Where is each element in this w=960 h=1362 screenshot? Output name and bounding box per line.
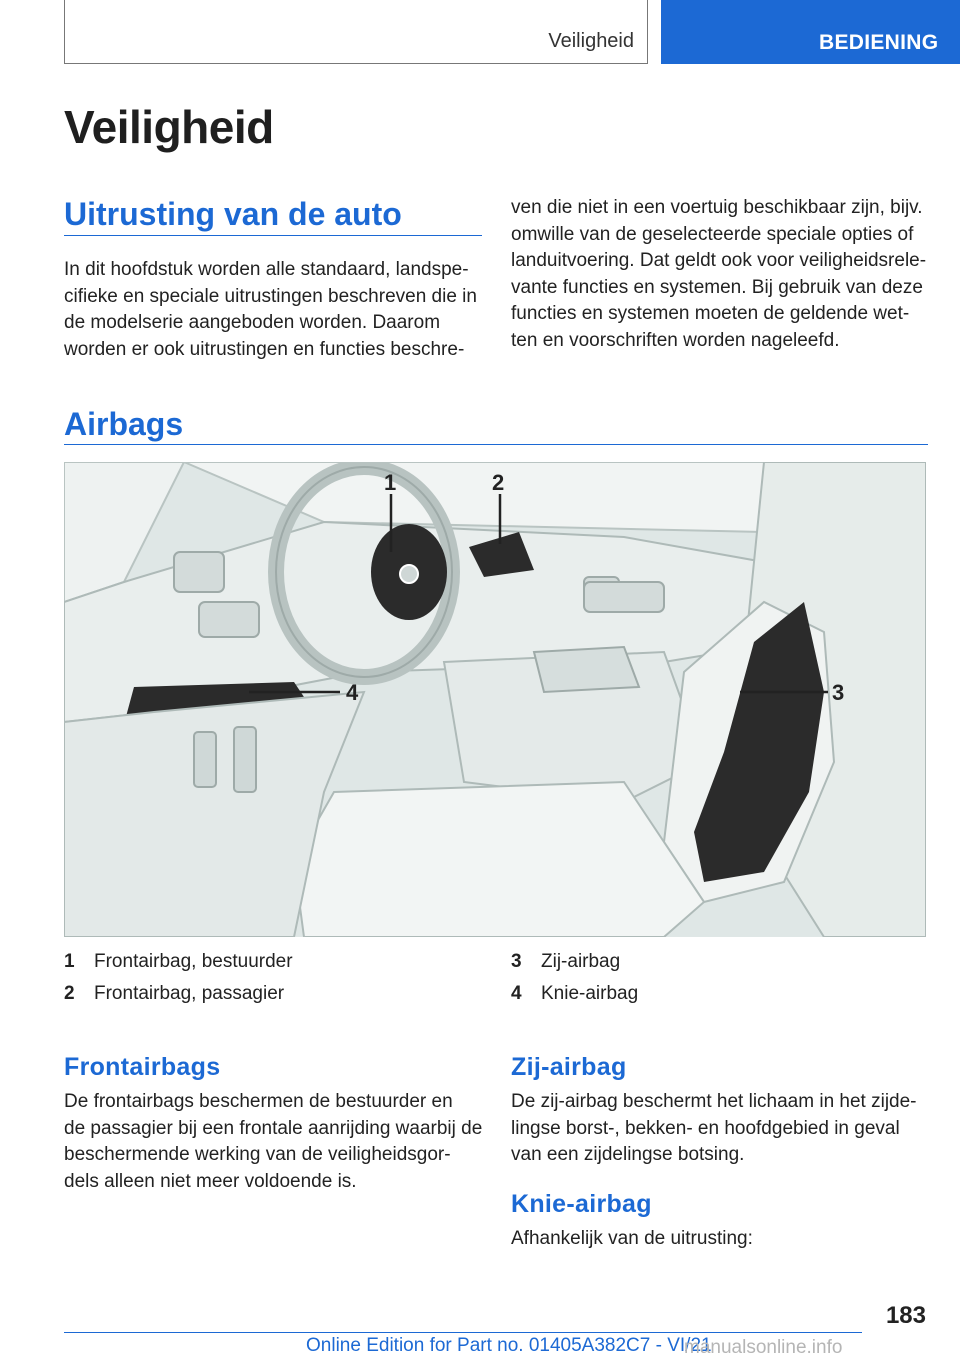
car-interior-drawing [64,462,926,937]
page-number: 183 [885,1302,926,1329]
pedal-right [234,727,256,792]
watermark: manualsonline.info [684,1337,843,1358]
pedal-left [194,732,216,787]
header-chapter-label: BEDIENING [819,31,939,54]
door-handle-area [584,582,664,612]
steering-wheel-logo-icon [400,565,418,583]
center-air-vent [199,602,259,637]
callout-number-1: 1 [384,470,397,495]
header-section-title: Veiligheid [548,30,634,52]
page-title: Veiligheid [64,101,274,153]
equipment-heading-rule [64,235,482,236]
equipment-text-col1: In dit hoofdstuk worden alle standaard, landspe- cifieke en speciale uitrustingen beschreven die in de modelserie aangeboden worden. Daarom worden er ook uitrustingen en functies beschre- [64,259,477,360]
zij-airbag-text: De zij-airbag beschermt het lichaam in het zijde- lingse borst-, bekken- en hoofdgebied in geval van een zijdelingse botsing. [511,1091,917,1165]
gear-selector-area [534,647,639,692]
legend-item: 2 Frontairbag, passagier [64,983,285,1004]
callout-number-3: 3 [832,680,845,705]
knie-airbag-heading: Knie-airbag [511,1190,652,1218]
callout-number-4: 4 [346,680,359,705]
airbags-heading: Airbags [64,406,184,442]
footer-rule [64,1332,862,1333]
equipment-heading: Uitrusting van de auto [64,196,402,232]
knie-airbag-text: Afhankelijk van de uitrusting: [511,1228,753,1249]
legend-item: 4 Knie-airbag [511,983,639,1004]
legend-left [64,946,293,1010]
airbag-locations-illustration [64,462,926,937]
airbags-heading-rule [64,444,928,445]
footer-edition: Online Edition for Part no. 01405A382C7 - VI/21 [306,1335,712,1356]
callout-number-2: 2 [492,470,505,495]
header-chapter-tab [661,0,960,64]
equipment-text-col2: ven die niet in een voertuig beschikbaar zijn, bijv. omwille van de geselecteerde speciale opties of landuitvoering. Dat geldt ook voor veiligheidsrele- vante functies en systemen. Bij gebruik van deze functies en systemen moeten de geldende wet- ten en voorschriften worden nageleefd. [511,197,927,351]
legend-item: 3 Zij-airbag [511,951,621,972]
legend-right [511,946,638,1010]
frontairbags-text: De frontairbags beschermen de bestuurder en de passagier bij een frontale aanrijding waarbij de beschermende werking van de veiligheidsgor- dels alleen niet meer voldoende is. [64,1091,483,1192]
zij-airbag-heading: Zij-airbag [511,1053,627,1081]
frontairbags-heading: Frontairbags [64,1053,221,1081]
left-air-vent [174,552,224,592]
legend-item: 1 Frontairbag, bestuurder [64,951,293,972]
